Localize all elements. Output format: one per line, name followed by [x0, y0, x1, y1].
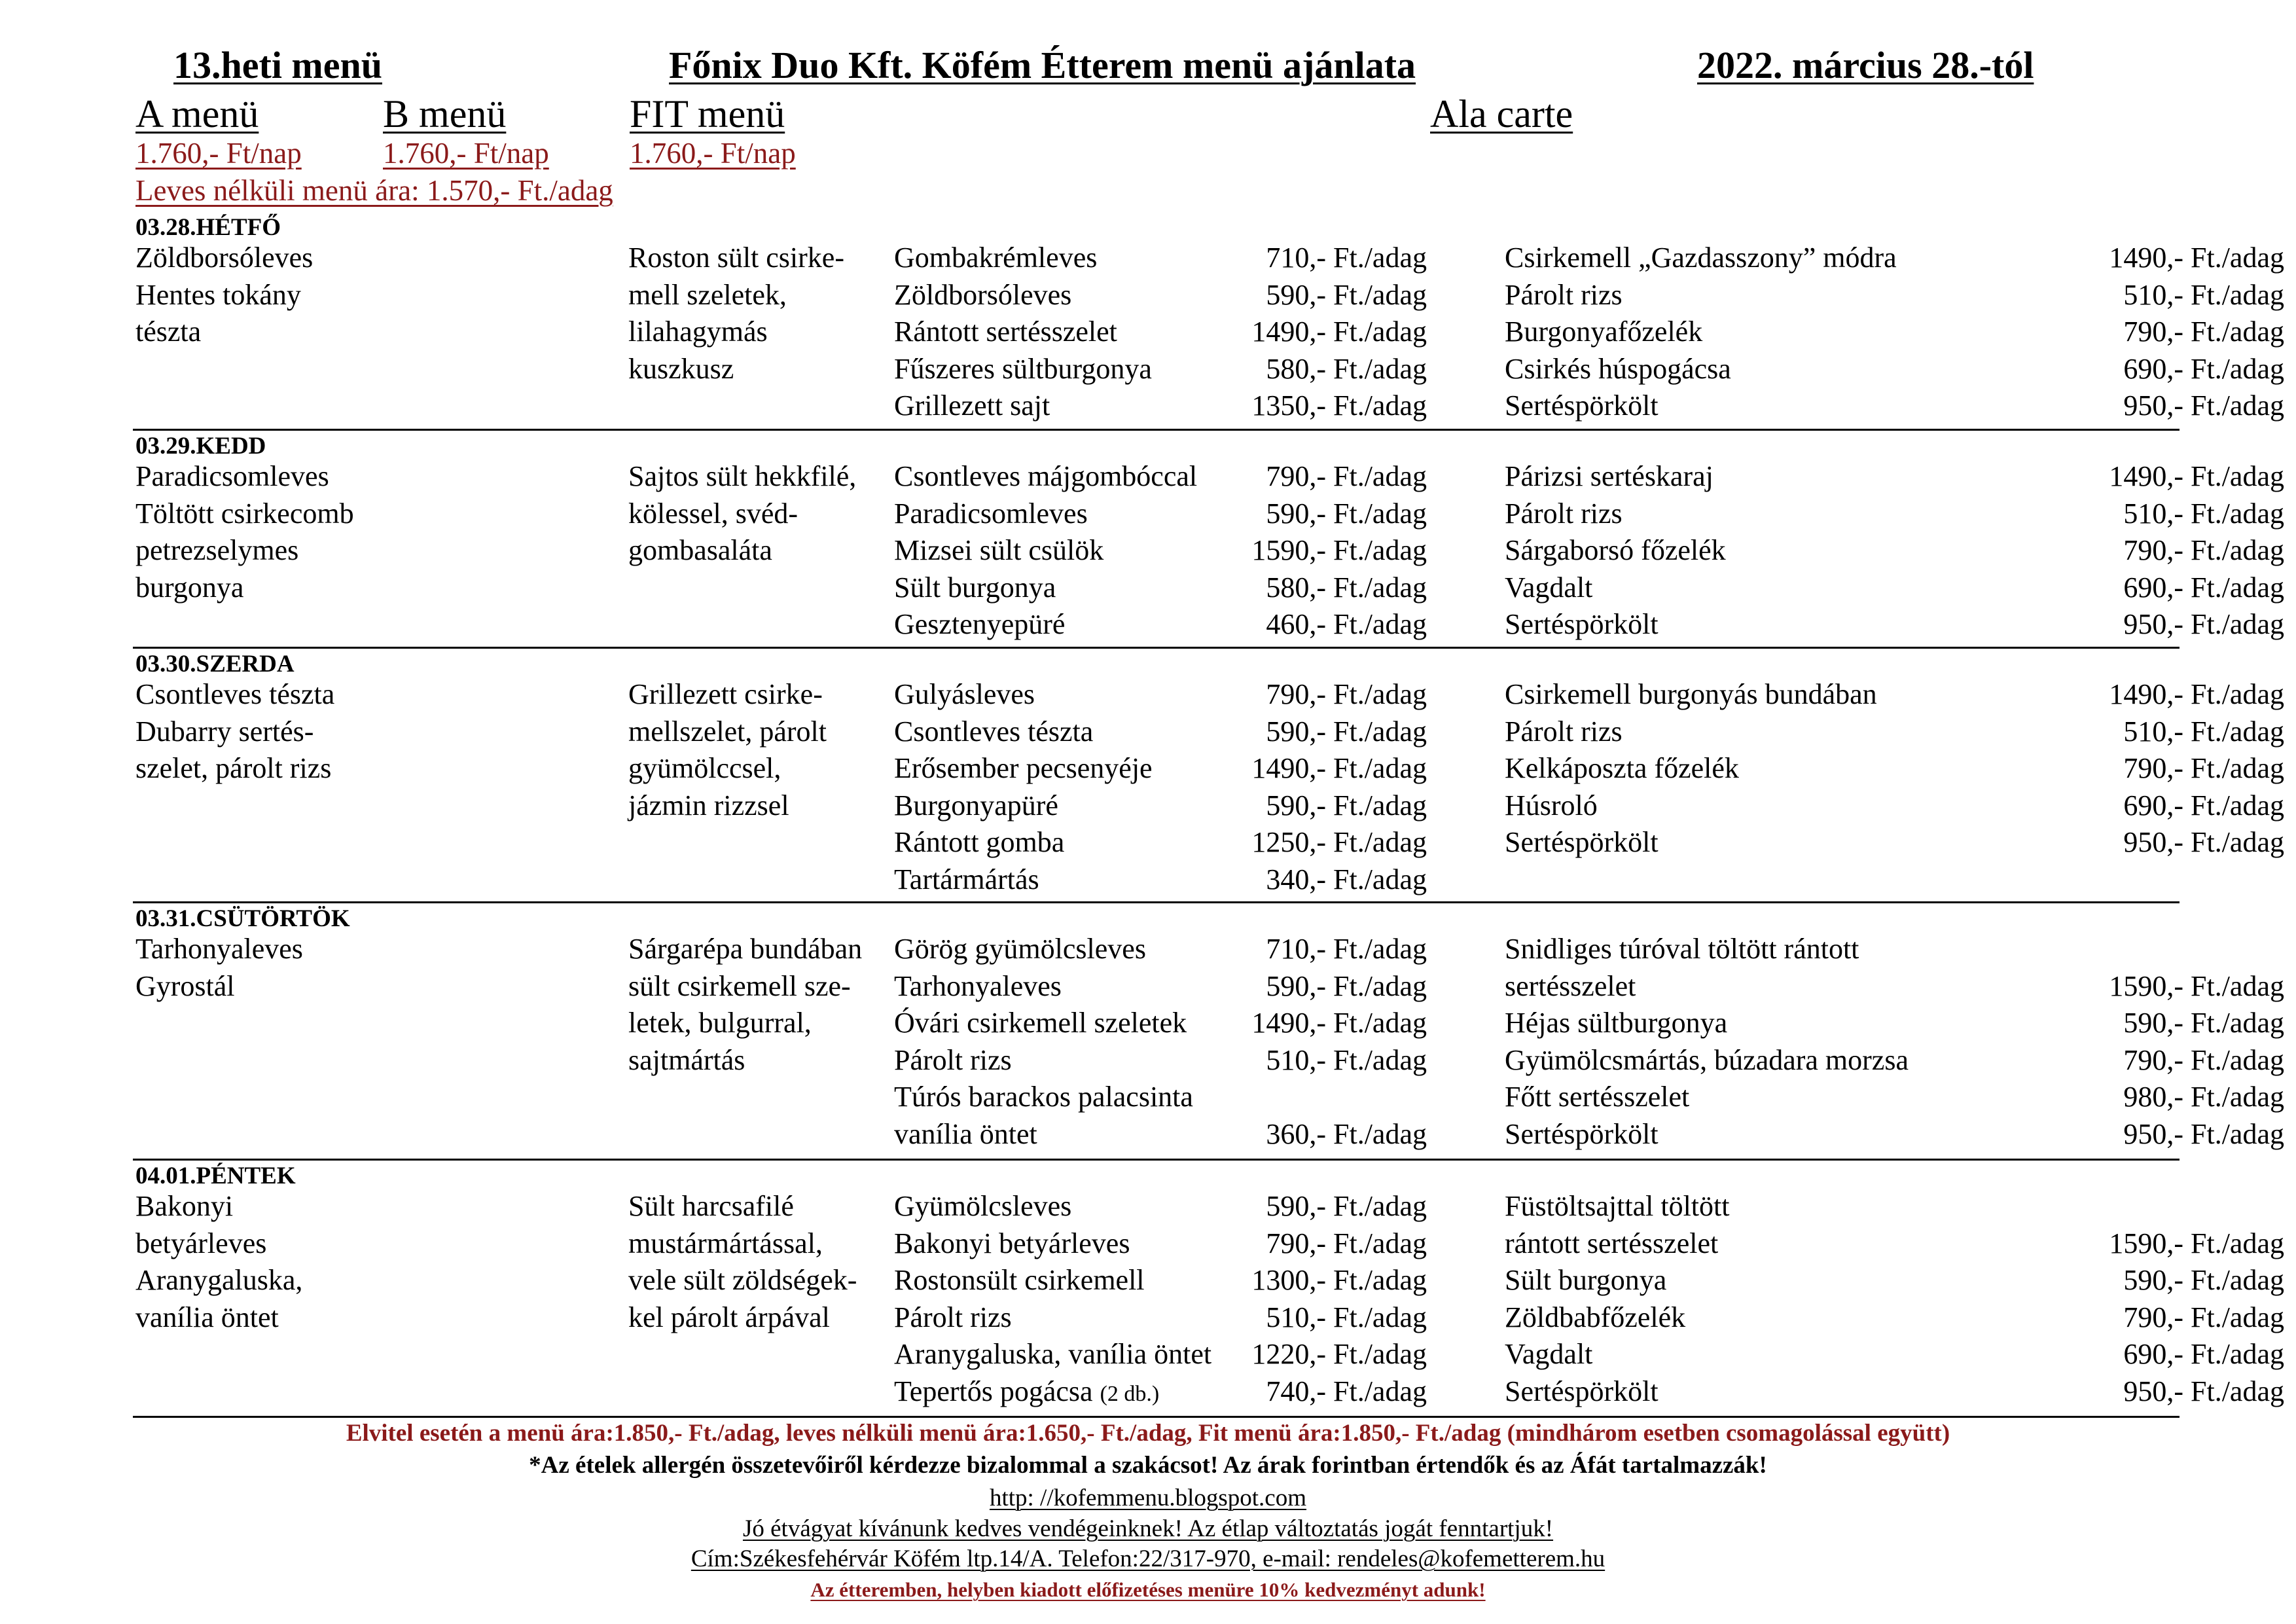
dish-price: 1250,- Ft./adag — [1251, 826, 1427, 858]
menu-fit-items — [628, 458, 856, 569]
alacarte-1-prices — [1115, 1188, 1427, 1410]
dish-price — [1115, 1079, 1427, 1116]
menu-a-line: Paradicsomleves — [135, 460, 329, 492]
dish-price: 1490,- Ft./adag — [2109, 242, 2284, 274]
dish-price: 790,- Ft./adag — [1266, 678, 1427, 710]
dish-price: 710,- Ft./adag — [1266, 933, 1427, 965]
dish-price: 590,- Ft./adag — [2123, 1007, 2284, 1039]
dish-price: 740,- Ft./adag — [1266, 1375, 1427, 1407]
dish-name: Vagdalt — [1505, 571, 1593, 604]
menu-fit-line: Sárgarépa bundában — [628, 933, 863, 965]
menu-a-line: betyárleves — [135, 1227, 267, 1259]
menu-fit-label: FIT menü — [630, 92, 785, 135]
dish-price: 950,- Ft./adag — [2123, 608, 2284, 640]
dish-name: Burgonyapüré — [894, 789, 1058, 821]
dish-name: Sült burgonya — [894, 571, 1056, 604]
dish-name: Túrós barackos palacsinta — [894, 1081, 1193, 1113]
address-contact: Cím:Székesfehérvár Köfém ltp.14/A. Telefon:22/317-970, e-mail: rendeles@kofemetterem.hu — [691, 1545, 1605, 1572]
alacarte-label: Ala carte — [1430, 92, 1573, 135]
alacarte-1-prices — [1115, 676, 1427, 898]
menu-a-items — [135, 240, 313, 351]
day-name: 03.29.KEDD — [135, 433, 266, 460]
dish-name: Zöldborsóleves — [894, 278, 1072, 311]
alacarte-2-names — [1505, 458, 1726, 643]
dish-name: rántott sertésszelet — [1505, 1227, 1719, 1259]
menu-fit-price: 1.760,- Ft/nap — [630, 137, 796, 170]
discount-note: Az étteremben, helyben kiadott előfizetéses menüre 10% kedvezményt adunk! — [810, 1578, 1486, 1601]
dish-name: Fűszeres sültburgonya — [894, 352, 1152, 385]
dish-name: Grillezett sajt — [894, 389, 1050, 422]
dish-price: 710,- Ft./adag — [1266, 242, 1427, 274]
dish-name: Párolt rizs — [894, 1301, 1012, 1333]
menu-fit-line: sült csirkemell sze- — [628, 969, 851, 1002]
dish-name: Rostonsült csirkemell — [894, 1264, 1145, 1296]
alacarte-2-names — [1505, 676, 1877, 861]
dish-price: 690,- Ft./adag — [2123, 571, 2284, 604]
dish-price: 1490,- Ft./adag — [1251, 752, 1427, 784]
dish-price: 590,- Ft./adag — [1266, 789, 1427, 821]
week-title: 13.heti menü — [173, 44, 382, 86]
dish-price: 790,- Ft./adag — [2123, 1043, 2284, 1076]
date-title: 2022. március 28.-tól — [1697, 44, 2034, 86]
dish-price: 510,- Ft./adag — [1266, 1301, 1427, 1333]
menu-fit-line: gombasaláta — [628, 534, 772, 566]
dish-name: Főtt sertésszelet — [1505, 1081, 1690, 1113]
menu-b-price: 1.760,- Ft/nap — [383, 137, 549, 170]
menu-a-line: Zöldborsóleves — [135, 242, 314, 274]
dish-name: Csirkemell „Gazdasszony” módra — [1505, 242, 1897, 274]
dish-price: 360,- Ft./adag — [1266, 1117, 1427, 1150]
menu-fit-line: mustármártással, — [628, 1227, 823, 1259]
dish-name: Burgonyafőzelék — [1505, 316, 1703, 348]
menu-fit-line: kölessel, svéd- — [628, 497, 798, 530]
menu-a-line: burgonya — [135, 571, 244, 604]
dish-price: 460,- Ft./adag — [1266, 608, 1427, 640]
dish-name: Sertéspörkölt — [1505, 389, 1659, 422]
takeaway-note: Elvitel esetén a menü ára:1.850,- Ft./adag, leves nélküli menü ára:1.650,- Ft./adag, Fit menü ára:1.850,- Ft./adag (mindhárom esetben csomagolással együtt) — [346, 1420, 1950, 1447]
alacarte-2-names — [1505, 240, 1897, 425]
dish-name: Párizsi sertéskaraj — [1505, 460, 1713, 492]
alacarte-2-prices — [1926, 676, 2284, 861]
dish-price: 580,- Ft./adag — [1266, 352, 1427, 385]
footer-wish-row — [0, 1515, 2296, 1543]
alacarte-1-prices — [1115, 931, 1427, 1153]
dish-name: Húsroló — [1505, 789, 1598, 821]
dish-price: 950,- Ft./adag — [2123, 1375, 2284, 1407]
menu-a-line: Gyrostál — [135, 969, 235, 1002]
menu-b-label: B menü — [383, 92, 507, 135]
dish-name: Párolt rizs — [1505, 497, 1623, 530]
menu-fit-line: Sült harcsafilé — [628, 1190, 794, 1222]
alacarte-2-names — [1505, 931, 1909, 1153]
menu-a-line: Hentes tokány — [135, 278, 301, 311]
menu-fit-line: kuszkusz — [628, 352, 734, 385]
menu-fit-line: gyümölccsel, — [628, 752, 781, 784]
dish-name: Héjas sültburgonya — [1505, 1007, 1728, 1039]
menu-fit-items — [628, 1188, 857, 1336]
dish-price: 590,- Ft./adag — [2123, 1264, 2284, 1296]
dish-price: 790,- Ft./adag — [2123, 534, 2284, 566]
day-section-friday — [133, 1159, 2284, 1407]
dish-name: Vagdalt — [1505, 1338, 1593, 1370]
dish-name: Csontleves májgombóccal — [894, 460, 1198, 492]
dish-name: vanília öntet — [894, 1117, 1037, 1150]
dish-name: Csirkés húspogácsa — [1505, 352, 1731, 385]
dish-price: 690,- Ft./adag — [2123, 789, 2284, 821]
dish-price: 580,- Ft./adag — [1266, 571, 1427, 604]
alacarte-1-names — [894, 676, 1153, 898]
dish-price: 510,- Ft./adag — [2123, 715, 2284, 748]
alacarte-2-prices — [1926, 240, 2284, 425]
dish-price: 790,- Ft./adag — [1266, 1227, 1427, 1259]
day-section-wednesday — [133, 647, 2284, 895]
footer-address-row — [0, 1545, 2296, 1573]
dish-name: Gyümölcsleves — [894, 1190, 1072, 1222]
dish-name: Párolt rizs — [894, 1043, 1012, 1076]
menu-a-line: Csontleves tészta — [135, 678, 335, 710]
dish-name: Rántott gomba — [894, 826, 1065, 858]
menu-a-line: Bakonyi — [135, 1190, 234, 1222]
dish-name: Tarhonyaleves — [894, 969, 1062, 1002]
menu-fit-items — [628, 240, 844, 388]
dish-name: Sertéspörkölt — [1505, 1117, 1659, 1150]
alacarte-2-prices — [1926, 458, 2284, 643]
dish-name: Sertéspörkölt — [1505, 826, 1659, 858]
menu-fit-line: Sajtos sült hekkfilé, — [628, 460, 857, 492]
menu-a-line: Dubarry sertés- — [135, 715, 314, 748]
dish-price: 790,- Ft./adag — [2123, 1301, 2284, 1333]
menu-a-items — [135, 1188, 302, 1336]
alacarte-2-names — [1505, 1188, 1729, 1410]
dish-price: 590,- Ft./adag — [1266, 1190, 1427, 1222]
day-section-thursday — [133, 901, 2284, 1150]
menu-fit-line: sajtmártás — [628, 1043, 745, 1076]
alacarte-1-prices — [1115, 240, 1427, 425]
dish-price: 1220,- Ft./adag — [1251, 1338, 1427, 1370]
day-name: 03.28.HÉTFŐ — [135, 214, 281, 241]
dish-name: Sárgaborsó főzelék — [1505, 534, 1726, 566]
dish-price: 1490,- Ft./adag — [1251, 316, 1427, 348]
menu-fit-line: kel párolt árpával — [628, 1301, 830, 1333]
menu-a-line: petrezselymes — [135, 534, 299, 566]
menu-a-line: vanília öntet — [135, 1301, 279, 1333]
dish-price: 790,- Ft./adag — [1266, 460, 1427, 492]
dish-price: 590,- Ft./adag — [1266, 278, 1427, 311]
menu-a-items — [135, 676, 334, 787]
menu-a-line: Töltött csirkecomb — [135, 497, 354, 530]
dish-name: Sertéspörkölt — [1505, 1375, 1659, 1407]
dish-price: 690,- Ft./adag — [2123, 1338, 2284, 1370]
restaurant-title: Főnix Duo Kft. Köfém Étterem menü ajánlata — [669, 44, 1416, 86]
footer-discount-row — [0, 1578, 2296, 1602]
menu-fit-items — [628, 676, 827, 824]
dish-name: Zöldbabfőzelék — [1505, 1301, 1686, 1333]
dish-price: 1490,- Ft./adag — [2109, 678, 2284, 710]
footer-url-row — [0, 1484, 2296, 1512]
dish-name: Rántott sertésszelet — [894, 316, 1117, 348]
dish-price: 790,- Ft./adag — [2123, 316, 2284, 348]
dish-price: 510,- Ft./adag — [2123, 278, 2284, 311]
menu-fit-line: lilahagymás — [628, 316, 768, 348]
no-soup-price: Leves nélküli menü ára: 1.570,- Ft./adag — [135, 174, 613, 207]
dish-price: 340,- Ft./adag — [1266, 863, 1427, 895]
dish-price: 1590,- Ft./adag — [2109, 969, 2284, 1002]
dish-price: 790,- Ft./adag — [2123, 752, 2284, 784]
dish-price — [1926, 931, 2284, 968]
menu-a-line: Aranygaluska, — [135, 1264, 303, 1296]
dish-price — [1926, 1188, 2284, 1225]
menu-a-line: Tarhonyaleves — [135, 933, 303, 965]
dish-name: Párolt rizs — [1505, 715, 1623, 748]
dish-name: Kelkáposzta főzelék — [1505, 752, 1739, 784]
dish-name: Erősember pecsenyéje — [894, 752, 1153, 784]
dish-name: Gesztenyepüré — [894, 608, 1066, 640]
day-name: 03.30.SZERDA — [135, 651, 295, 677]
menu-fit-line: jázmin rizzsel — [628, 789, 789, 821]
allergen-note: *Az ételek allergén összetevőiről kérdezze bizalommal a szakácsot! Az árak forintban értendők és az Áfát tartalmazzák! — [529, 1452, 1767, 1479]
dish-name: Tepertős pogácsa — [894, 1375, 1093, 1407]
menu-a-items — [135, 931, 303, 1005]
dish-price: 1590,- Ft./adag — [2109, 1227, 2284, 1259]
menu-a-price: 1.760,- Ft/nap — [135, 137, 302, 170]
dish-price: 980,- Ft./adag — [2123, 1081, 2284, 1113]
menu-fit-line: mellszelet, párolt — [628, 715, 827, 748]
dish-price: 950,- Ft./adag — [2123, 826, 2284, 858]
dish-price: 950,- Ft./adag — [2123, 389, 2284, 422]
day-name: 03.31.CSÜTÖRTÖK — [135, 905, 350, 932]
menu-fit-line: letek, bulgurral, — [628, 1007, 812, 1039]
dish-name: Párolt rizs — [1505, 278, 1623, 311]
dish-price: 1590,- Ft./adag — [1251, 534, 1427, 566]
dish-name: Bakonyi betyárleves — [894, 1227, 1130, 1259]
dish-name: Snidliges túróval töltött rántott — [1505, 933, 1859, 965]
menu-fit-line: Grillezett csirke- — [628, 678, 823, 710]
dish-name: Aranygaluska, vanília öntet — [894, 1338, 1212, 1370]
menu-a-line: szelet, párolt rizs — [135, 752, 332, 784]
alacarte-2-prices — [1926, 931, 2284, 1153]
blog-link[interactable]: http: //kofemmenu.blogspot.com — [989, 1485, 1307, 1511]
menu-fit-items — [628, 931, 862, 1079]
dish-price: 510,- Ft./adag — [1266, 1043, 1427, 1076]
menu-fit-line: Roston sült csirke- — [628, 242, 844, 274]
dish-name: Gombakrémleves — [894, 242, 1098, 274]
dish-name: Sertéspörkölt — [1505, 608, 1659, 640]
dish-name: Görög gyümölcsleves — [894, 933, 1146, 965]
menu-a-label: A menü — [135, 92, 259, 135]
dish-name: Mizsei sült csülök — [894, 534, 1104, 566]
dish-name: Gyümölcsmártás, búzadara morzsa — [1505, 1043, 1909, 1076]
dish-price: 590,- Ft./adag — [1266, 497, 1427, 530]
alacarte-1-names — [894, 240, 1152, 425]
dish-price: 1300,- Ft./adag — [1251, 1264, 1427, 1296]
dish-name: Óvári csirkemell szeletek — [894, 1007, 1187, 1039]
menu-a-line: tészta — [135, 316, 202, 348]
dish-name: Paradicsomleves — [894, 497, 1088, 530]
dish-name: Csirkemell burgonyás bundában — [1505, 678, 1877, 710]
dish-price: 950,- Ft./adag — [2123, 1117, 2284, 1150]
alacarte-1-prices — [1115, 458, 1427, 643]
dish-name: Csontleves tészta — [894, 715, 1094, 748]
dish-note: (2 db.) — [1100, 1381, 1160, 1406]
dish-name: Sült burgonya — [1505, 1264, 1667, 1296]
dish-name: Gulyásleves — [894, 678, 1035, 710]
dish-price: 590,- Ft./adag — [1266, 969, 1427, 1002]
dish-price: 1350,- Ft./adag — [1251, 389, 1427, 422]
dish-price: 1490,- Ft./adag — [2109, 460, 2284, 492]
menu-a-items — [135, 458, 354, 606]
dish-name: Tartármártás — [894, 863, 1039, 895]
dish-name: sertésszelet — [1505, 969, 1636, 1002]
alacarte-2-prices — [1926, 1188, 2284, 1410]
dish-price: 690,- Ft./adag — [2123, 352, 2284, 385]
dish-price: 510,- Ft./adag — [2123, 497, 2284, 530]
dish-name: Füstöltsajttal töltött — [1505, 1190, 1730, 1222]
menu-fit-line: mell szeletek, — [628, 278, 787, 311]
day-name: 04.01.PÉNTEK — [135, 1163, 296, 1189]
dish-price: 590,- Ft./adag — [1266, 715, 1427, 748]
wish-note: Jó étvágyat kívánunk kedves vendégeinknek! Az étlap változtatás jogát fenntartjuk! — [742, 1515, 1554, 1542]
menu-fit-line: vele sült zöldségek- — [628, 1264, 857, 1296]
day-section-tuesday — [133, 429, 2284, 640]
dish-price: 1490,- Ft./adag — [1251, 1007, 1427, 1039]
footer-divider — [133, 1416, 2179, 1418]
